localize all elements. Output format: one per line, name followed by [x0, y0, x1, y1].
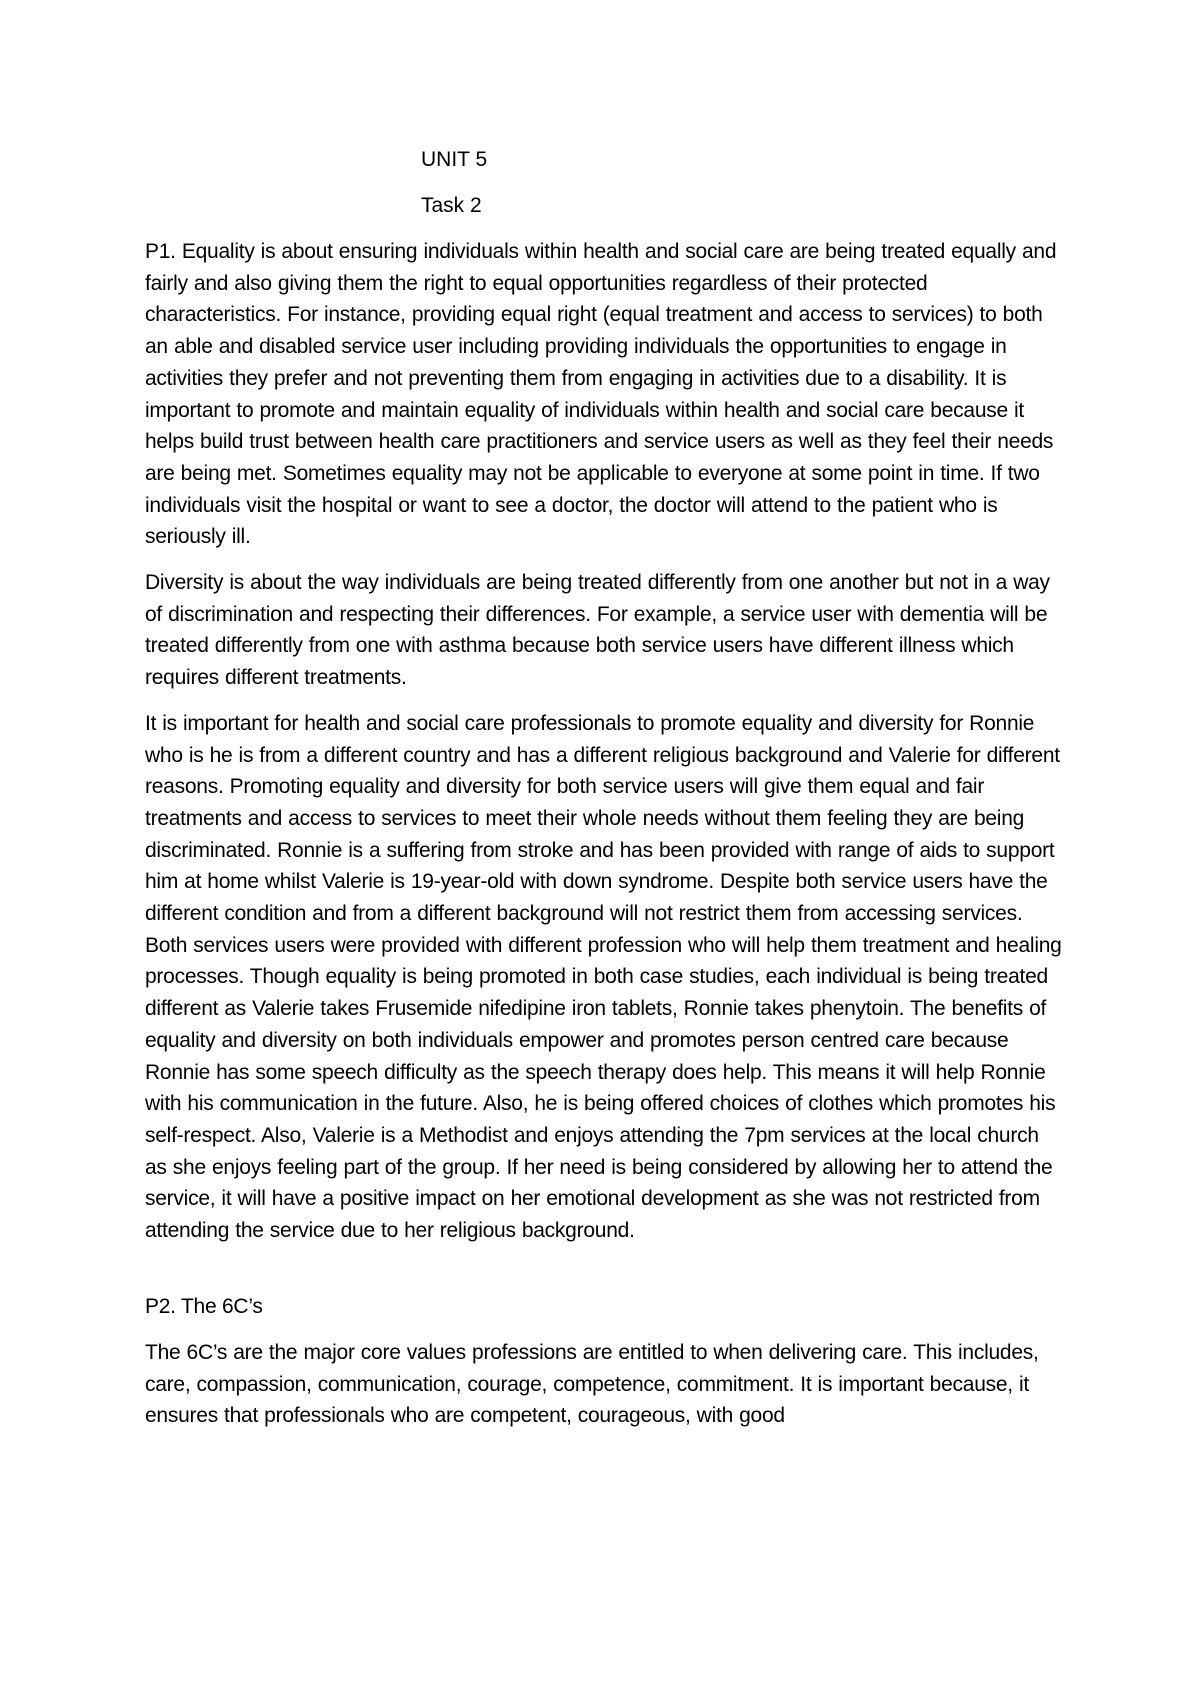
p1-text: Equality is about ensuring individuals within health and social care are being treated equally and fairly and also giving them the right to equal opportunities regardless of their protected characteristics. For instance, providing equal right (equal treatment and access to services) to both an able and disabled service user including providing individuals the opportunities to engage in activities they prefer and not preventing them from engaging in activities due to a disability. It is important to promote and maintain equality of individuals within health and social care because it helps build trust between health care practitioners and service users as well as they feel their needs are being met. Sometimes equality may not be applicable to everyone at some point in time. If two individuals visit the hospital or want to see a doctor, the doctor will attend to the patient who is seriously ill.: [145, 240, 1057, 549]
task-heading: Task 2: [421, 194, 482, 217]
unit-heading: UNIT 5: [421, 148, 488, 171]
p2-paragraph: The 6C’s are the major core values professions are entitled to when delivering care. This includes, care, compassion, communication, courage, competence, commitment. It is important because, it ensures that professionals who are competent, courageous, with good: [145, 1340, 1039, 1428]
p2-heading: P2. The 6C’s: [145, 1294, 263, 1318]
p1-paragraph: [145, 236, 1065, 553]
p1-label: P1.: [145, 240, 176, 263]
importance-paragraph: It is important for health and social care professionals to promote equality and diversity for Ronnie who is he is from a different country and has a different religious background and Valerie for different reasons. Promoting equality and diversity for both service users will give them equal and fair treatments and access to services to meet their whole needs without them feeling they are being discriminated. Ronnie is a suffering from stroke and has been provided with range of aids to support him at home whilst Valerie is 19-year-old with down syndrome. Despite both service users have the different condition and from a different background will not restrict them from accessing services. Both services users were provided with different profession who will help them treatment and healing processes. Though equality is being promoted in both case studies, each individual is being treated different as Valerie takes Frusemide nifedipine iron tablets, Ronnie takes phenytoin. The benefits of equality and diversity on both individuals empower and promotes person centred care because Ronnie has some speech difficulty as the speech therapy does help. This means it will help Ronnie with his communication in the future. Also, he is being offered choices of clothes which promotes his self-respect. Also, Valerie is a Methodist and enjoys attending the 7pm services at the local church as she enjoys feeling part of the group. If her need is being considered by allowing her to attend the service, it will have a positive impact on her emotional development as she was not restricted from attending the service due to her religious background.: [145, 711, 1062, 1243]
document-body: [145, 144, 1065, 1446]
diversity-paragraph: Diversity is about the way individuals are being treated differently from one another but not in a way of discrimination and respecting their differences. For example, a service user with dementia will be treated differently from one with asthma because both service users have different illness which requires different treatments.: [145, 571, 1050, 690]
